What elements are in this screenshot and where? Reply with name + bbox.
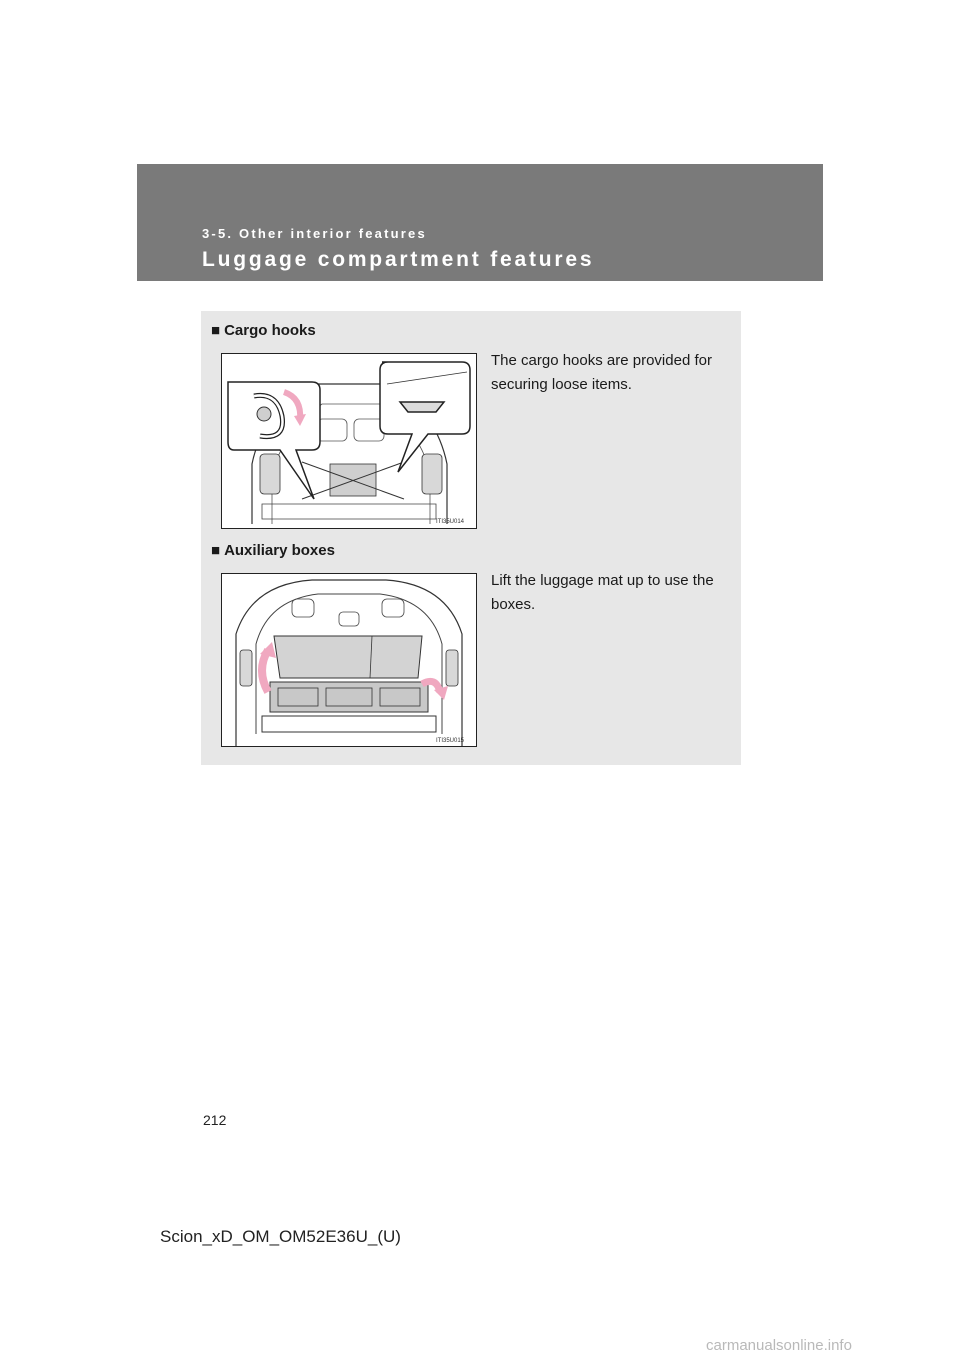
figure-code: ITI35U015 (436, 738, 465, 744)
page-title: Luggage compartment features (202, 248, 595, 271)
auxiliary-boxes-drawing (222, 574, 476, 746)
feature-description-cargo-hooks: The cargo hooks are provided for securing loose items. (491, 352, 712, 393)
content-panel (201, 311, 741, 765)
bullet-icon: ■ (211, 322, 221, 339)
figure-code: ITI35U014 (436, 519, 465, 525)
auxiliary-boxes-illustration (221, 573, 477, 747)
feature-heading-text: Cargo hooks (224, 322, 316, 339)
feature-heading-auxiliary-boxes (211, 542, 335, 559)
feature-description-auxiliary-boxes: Lift the luggage mat up to use the boxes. (491, 572, 714, 613)
section-header (137, 164, 823, 281)
cargo-hooks-drawing (222, 354, 476, 528)
feature-heading-cargo-hooks (211, 322, 316, 339)
page-number: 212 (203, 1112, 227, 1128)
feature-heading-text: Auxiliary boxes (224, 542, 335, 559)
cargo-hooks-illustration (221, 353, 477, 529)
bullet-icon: ■ (211, 542, 221, 559)
document-id: Scion_xD_OM_OM52E36U_(U) (160, 1227, 401, 1246)
section-label: 3-5. Other interior features (202, 226, 427, 241)
watermark: carmanualsonline.info (706, 1337, 852, 1354)
